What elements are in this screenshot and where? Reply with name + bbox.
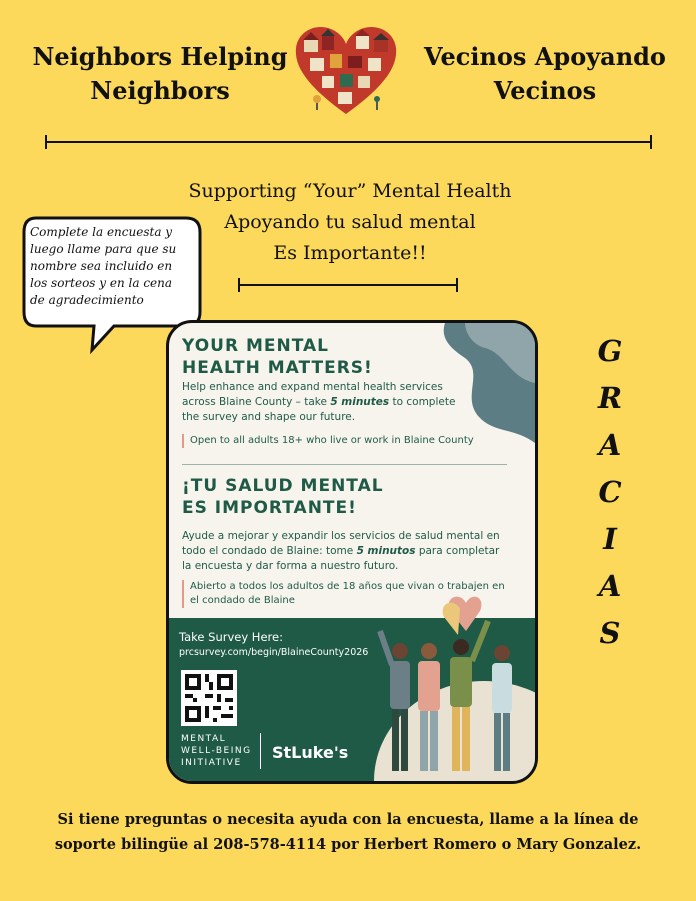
gracias-vertical-text bbox=[585, 328, 635, 657]
flyer-spanish-note: Abierto a todos los adultos de 18 años que vivan o trabajen en el condado de Blaine bbox=[182, 580, 508, 608]
flyer-spanish-body bbox=[182, 529, 502, 574]
header-title-spanish bbox=[420, 40, 670, 108]
gracias-letter: G bbox=[597, 334, 623, 368]
initiative-line1: MENTAL bbox=[181, 734, 227, 744]
initiative-line3: INITIATIVE bbox=[181, 758, 242, 768]
qr-code-icon[interactable] bbox=[181, 670, 237, 726]
flyer-english-title-line2: HEALTH MATTERS! bbox=[182, 358, 373, 378]
gracias-letter: I bbox=[603, 522, 617, 556]
flyer-spanish-body-text: Ayude a mejorar y expandir los servicios de salud mental en todo el condado de Blaine: tome bbox=[182, 530, 500, 557]
subheading-line3: Es Importante!! bbox=[273, 242, 427, 264]
flyer-spanish-body-text-end: para completar la encuesta y dar forma a nuestro futuro. bbox=[182, 545, 500, 572]
flyer-divider bbox=[182, 464, 507, 465]
people-illustration bbox=[374, 591, 535, 781]
survey-flyer bbox=[166, 320, 538, 784]
subheading-line2: Apoyando tu salud mental bbox=[224, 211, 476, 233]
footer-line2: soporte bilingüe al 208-578-4114 por Herbert Romero o Mary Gonzalez. bbox=[54, 836, 642, 853]
header-english-line2: Neighbors bbox=[90, 76, 230, 105]
flyer-spanish-title-line1: ¡TU SALUD MENTAL bbox=[182, 476, 384, 496]
flyer-english-title bbox=[182, 335, 373, 379]
gracias-letter: A bbox=[598, 569, 622, 603]
gracias-letter: S bbox=[599, 616, 621, 650]
gracias-letter: A bbox=[598, 428, 622, 462]
survey-label: Take Survey Here: bbox=[179, 630, 283, 644]
subheading bbox=[150, 176, 550, 269]
subheading-divider bbox=[238, 284, 458, 286]
header-english-line1: Neighbors Helping bbox=[32, 42, 288, 71]
header-spanish-line1: Vecinos Apoyando bbox=[424, 42, 666, 71]
header-divider bbox=[45, 141, 652, 143]
flyer-english-body-emphasis: 5 minutes bbox=[330, 396, 390, 408]
subheading-line1: Supporting “Your” Mental Health bbox=[188, 180, 512, 202]
flyer-english-body-text: Help enhance and expand mental health services across Blaine County – take bbox=[182, 381, 443, 408]
speech-bubble bbox=[22, 216, 182, 328]
flyer-spanish-title bbox=[182, 475, 384, 519]
footer-line1: Si tiene preguntas o necesita ayuda con la encuesta, llame a la línea de bbox=[57, 811, 639, 828]
gracias-letter: C bbox=[598, 475, 622, 509]
flyer-spanish-body-emphasis: 5 minutos bbox=[356, 545, 416, 557]
header-title-english bbox=[30, 40, 290, 108]
flyer-spanish-title-line2: ES IMPORTANTE! bbox=[182, 498, 357, 518]
footer-help-text bbox=[30, 807, 666, 857]
flyer-english-body bbox=[182, 380, 472, 425]
flyer-english-body-text-end: to complete the survey and shape our future. bbox=[182, 396, 456, 423]
header-spanish-line2: Vecinos bbox=[493, 76, 597, 105]
stlukes-logo: StLuke's bbox=[272, 743, 349, 762]
logo-separator bbox=[260, 733, 261, 769]
initiative-line2: WELL-BEING bbox=[181, 746, 252, 756]
initiative-label bbox=[181, 733, 252, 769]
survey-url-link[interactable]: prcsurvey.com/begin/BlaineCounty2026 bbox=[179, 647, 369, 658]
heart-houses-icon bbox=[290, 22, 402, 120]
speech-bubble-text: Complete la encuesta y luego llame para que su nombre sea incluido en los sorteos y en la cena de agradecimiento bbox=[30, 225, 177, 307]
gracias-letter: R bbox=[597, 381, 623, 415]
flyer-english-title-line1: YOUR MENTAL bbox=[182, 336, 329, 356]
flyer-english-note: Open to all adults 18+ who live or work in Blaine County bbox=[182, 434, 508, 448]
